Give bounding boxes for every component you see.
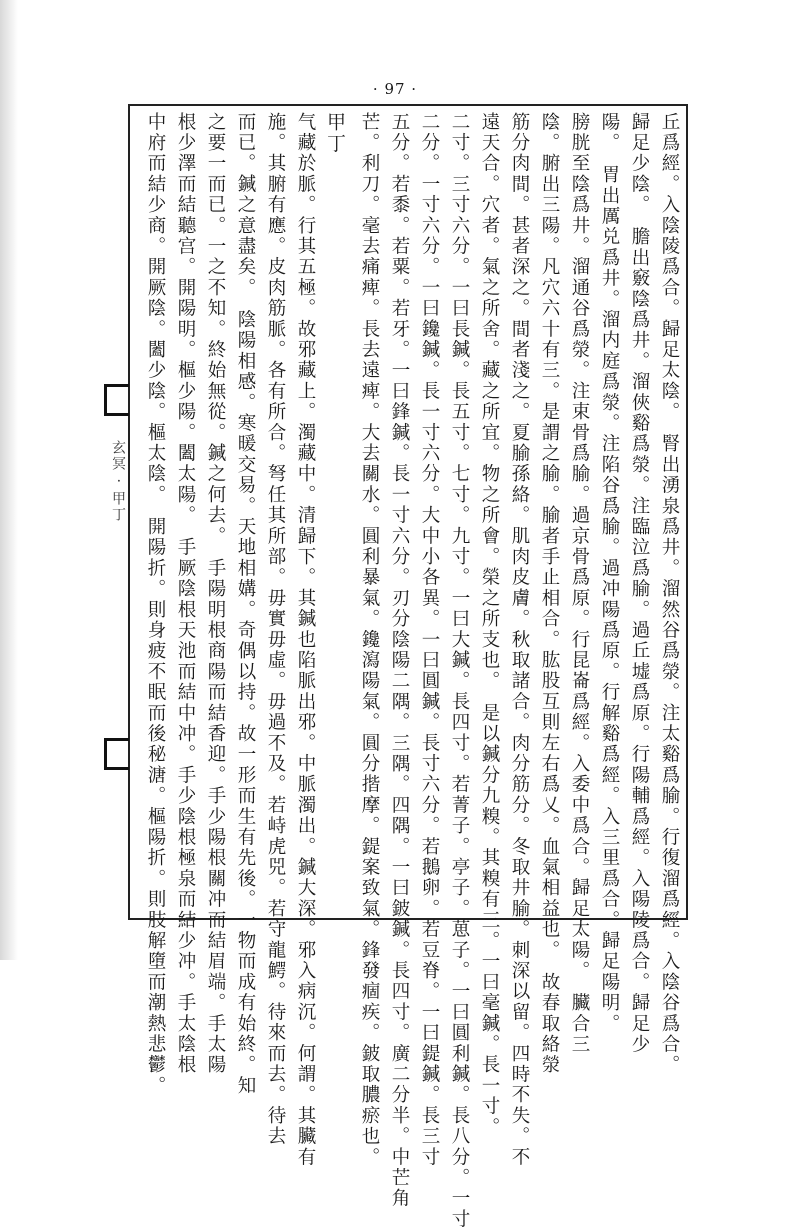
text-column-18: 中府而結少商。開厥陰。闔少陰。樞太陰。 開陽折。則身疲不眠而後秘溏。樞陽折。則肢解墮而潮熱悲鬱。 <box>145 112 166 1097</box>
frame-right-rule <box>686 104 688 920</box>
text-column-14: 施。其腑有應。皮肉筋脈。各有所合。弩任其所部。毋實毋虛。毋過不及。若峙虎兕。若守龍鰐。待來而去。待去 <box>265 112 286 1147</box>
text-column-1: 丘爲經。入陰陵爲合。歸足太陰。 腎出湧泉爲井。溜然谷爲滎。注太谿爲腧。行復溜爲經。入陰谷爲合。 <box>659 112 680 1076</box>
text-column-9: 二分。一寸六分。一曰鑱鍼。長一寸六分。大中小各異。一曰圓鍼。長寸六分。若鵝卵。若豆脊。一曰鍉鍼。長三寸 <box>419 112 440 1168</box>
text-column-4: 膀胱至陰爲井。溜通谷爲滎。注束骨爲腧。過京骨爲原。行昆崙爲經。入委中爲合。歸足太陽。 臟合三 <box>569 112 590 1055</box>
edge-tab-mark-upper <box>104 384 129 416</box>
text-column-8: 二寸。三寸六分。一曰長鍼。長五寸。七寸。九寸。一曰大鍼。長四寸。若菁子。亭子。葸子。一曰圓利鍼。長八分。一寸 <box>449 112 470 1230</box>
text-column-3: 陽。 胃出厲兑爲井。溜内庭爲滎。注陷谷爲腧。過冲陽爲原。行解谿爲經。入三里爲合。歸足陽明。 <box>599 112 620 1035</box>
page-gutter-shadow <box>0 0 18 960</box>
page-number: · 97 · <box>372 80 418 98</box>
section-heading: 甲丁 <box>324 112 346 155</box>
text-column-2: 歸足少陰。 膽出竅陰爲井。溜俠谿爲滎。注臨泣爲腧。過丘墟爲原。行陽輔爲經。入陽陵爲合。歸足少 <box>629 112 650 1055</box>
text-column-6: 筋分肉間。甚者深之。間者淺之。夏腧孫絡。肌肉皮膚。秋取諸合。肉分筋分。冬取井腧。刺深以留。四時不失。不 <box>509 112 530 1168</box>
text-column-7: 遠天合。穴者。氣之所舍。藏之所宜。物之所會。榮之所支也。 是以鍼分九糗。其糗有三。一曰毫鍼。長一寸。 <box>479 112 500 1138</box>
text-column-5: 陰。腑出三陽。凡穴六十有三。是謂之腧。腧者手止相合。肱股互則左右爲乂。血氣相益也。 故春取絡滎 <box>539 112 560 1076</box>
text-column-11: 芒。利刀。毫去痛痺。長去遠痺。大去關水。圓利暴氣。鑱瀉陽氣。圓分揩摩。鍉案致氣。鋒發痼疾。鈹取膿瘀也。 <box>359 112 380 1168</box>
text-column-13: 气藏於脈。行其五極。故邪藏上。濁藏中。清歸下。其鍼也陷脈出邪。中脈濁出。鍼大深。邪入病沉。何謂。其臟有 <box>295 112 316 1168</box>
edge-tab-mark-lower <box>104 738 129 770</box>
text-column-10: 五分。若黍。若粟。若牙。一曰鋒鍼。長一寸六分。刃分陰陽二隅。三隅。四隅。一曰鈹鍼。長四寸。廣二分半。中芒角 <box>389 112 410 1210</box>
text-column-15: 而已。鍼之意盡矣。 陰陽相感。寒暖交易。天地相媾。奇偶以持。故一形而生有先後。一物而成有始終。知 <box>235 112 256 1097</box>
frame-left-rule <box>128 104 130 920</box>
text-column-17: 根少澤而結聽宫。開陽明。樞少陽。闔太陽。 手厥陰根天池而結中冲。手少陰根極泉而結少冲。手太陰根 <box>175 112 196 1076</box>
text-column-16: 之要一而已。一之不知。終始無從。鍼之何去。 手陽明根商陽而結香迎。手少陽根關冲而結眉端。手太陽 <box>205 112 226 1076</box>
frame-top-rule <box>128 104 688 106</box>
side-running-title: 玄冥 · 甲丁 <box>110 440 126 524</box>
